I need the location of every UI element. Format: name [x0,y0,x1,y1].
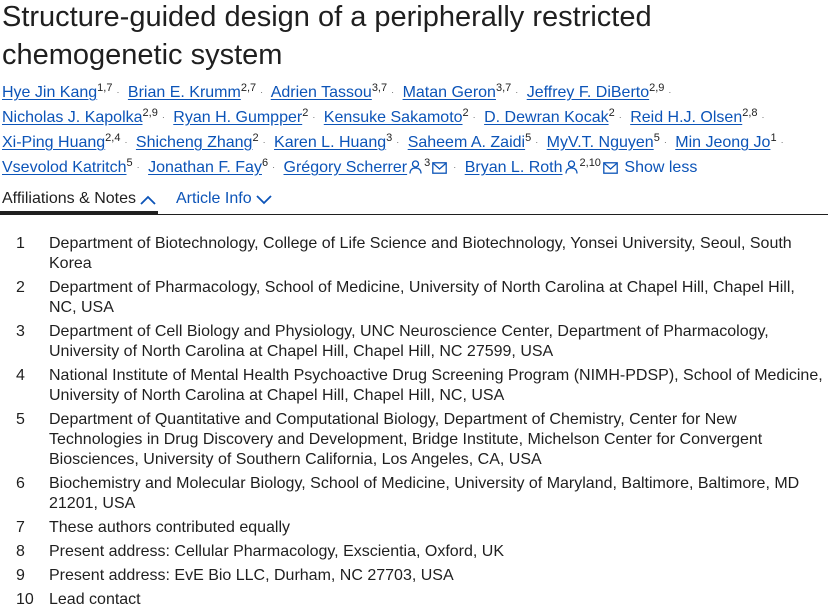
affiliation-number: 7 [16,519,25,536]
affiliation-item [0,542,828,562]
author-link[interactable]: Jonathan F. Fay [148,159,262,176]
tab-affiliations-notes[interactable] [2,188,156,210]
author-link[interactable]: Reid H.J. Olsen [630,109,743,126]
author-link[interactable]: Ryan H. Gumpper [173,109,303,126]
author-affiliation-refs: 2,9 [142,107,158,119]
person-icon [565,158,578,182]
separator: · [515,87,519,97]
author-affiliation-refs: 2,10 [579,157,601,169]
article-title: Structure-guided design of a peripherally restricted chemogenetic system [2,1,652,71]
chevron-down-icon [252,190,272,207]
author-link[interactable]: Brian E. Krumm [127,84,241,101]
author-affiliation-refs: 2,9 [649,82,665,94]
affiliation-item [0,590,828,610]
author-link[interactable]: Adrien Tassou [270,84,372,101]
affiliation-item [0,474,828,514]
separator: · [761,112,765,122]
separator: · [260,87,264,97]
author-affiliation-refs: 2 [302,107,309,119]
envelope-icon[interactable] [603,158,618,182]
affiliation-item [0,410,828,470]
separator: · [272,162,276,172]
author-link[interactable]: MyV.T. Nguyen [546,134,654,151]
person-icon [409,158,422,182]
author-affiliation-refs: 2 [608,107,615,119]
author-link[interactable]: Saheem A. Zaidi [407,134,526,151]
separator: · [396,137,400,147]
author-affiliation-refs: 3,7 [371,82,388,94]
author-link[interactable]: Karen L. Huang [274,134,387,151]
affiliation-text: Department of Quantitative and Computational Biology, Department of Chemistry, Center for New Technologies in Drug Discovery and Development, Bridge Institute, Michelson Center for Convergent Biosciences, University of Southern California, Los Angeles, CA, USA [49,411,763,468]
author-link[interactable]: Jeffrey F. DiBerto [526,84,650,101]
affiliation-number: 2 [16,279,25,296]
separator: · [780,137,784,147]
author-link[interactable]: Xi-Ping Huang [2,134,106,151]
affiliation-number: 8 [16,543,25,560]
author-link[interactable]: Vsevolod Katritch [2,159,127,176]
affiliation-text: Department of Biotechnology, College of Life Science and Biotechnology, Yonsei University, Seoul, South Korea [49,235,792,272]
author-affiliation-refs: 3,7 [495,82,512,94]
affiliations-list [0,234,828,614]
separator: · [136,162,140,172]
separator: · [663,137,667,147]
author-link[interactable]: Grégory Scherrer [283,159,408,176]
tab-label: Article Info [176,190,252,207]
separator: · [116,87,120,97]
author-affiliation-refs: 5 [653,132,660,144]
show-less-link[interactable]: Show less [624,159,698,176]
author-affiliation-refs: 2 [252,132,259,144]
affiliation-item [0,278,828,318]
author-affiliation-refs: 2 [462,107,469,119]
author-affiliation-refs: 3 [386,132,393,144]
author-link[interactable]: D. Dewran Kocak [484,109,609,126]
author-affiliation-refs: 6 [261,157,269,169]
affiliation-text: Department of Pharmacology, School of Medicine, University of North Carolina at Chapel Hill, Chapel Hill, NC, USA [49,279,795,316]
affiliation-item [0,566,828,586]
article-tabs [0,188,828,215]
author-list [2,80,826,182]
affiliation-item [0,234,828,274]
separator: · [535,137,539,147]
affiliation-number: 9 [16,567,25,584]
author-affiliation-refs: 1 [770,132,777,144]
author-affiliation-refs: 2,8 [742,107,758,119]
affiliation-number: 6 [16,475,25,492]
separator: · [161,112,165,122]
author-affiliation-refs: 1,7 [97,82,113,94]
author-affiliation-refs: 3 [424,157,431,169]
author-link[interactable]: Min Jeong Jo [675,134,771,151]
affiliation-text: Department of Cell Biology and Physiology, UNC Neuroscience Center, Department of Pharmacology, University of North Carolina at Chapel Hill, Chapel Hill, NC 27599, USA [49,323,769,360]
author-link[interactable]: Matan Geron [402,84,496,101]
separator: · [618,112,622,122]
separator: · [391,87,395,97]
affiliation-item [0,518,828,538]
affiliation-text: Present address: EvE Bio LLC, Durham, NC 27703, USA [49,567,454,584]
separator: · [668,87,672,97]
tab-article-info[interactable] [176,188,272,210]
affiliation-text: Lead contact [49,591,141,608]
affiliation-number: 4 [16,367,25,384]
author-affiliation-refs: 5 [126,157,133,169]
separator: · [312,112,316,122]
separator: · [453,162,457,172]
envelope-icon[interactable] [432,158,447,182]
tab-label: Affiliations & Notes [2,190,136,207]
affiliation-text: Present address: Cellular Pharmacology, Exscientia, Oxford, UK [49,543,505,560]
author-affiliation-refs: 5 [525,132,532,144]
author-link[interactable]: Kensuke Sakamoto [323,109,463,126]
affiliation-item [0,322,828,362]
author-link[interactable]: Hye Jin Kang [2,84,98,101]
affiliation-text: Biochemistry and Molecular Biology, School of Medicine, University of Maryland, Baltimore, Baltimore, MD 21201, USA [49,475,800,512]
author-affiliation-refs: 2,4 [105,132,121,144]
affiliation-number: 3 [16,323,25,340]
affiliation-text: National Institute of Mental Health Psychoactive Drug Screening Program (NIMH-PDSP), School of Medicine, University of North Carolina at Chapel Hill, Chapel Hill, NC, USA [49,367,823,404]
affiliation-number: 1 [16,235,25,252]
affiliation-text: These authors contributed equally [49,519,291,536]
chevron-up-icon [136,190,156,207]
affiliation-number: 10 [16,591,34,608]
author-link[interactable]: Nicholas J. Kapolka [2,109,143,126]
author-affiliation-refs: 2,7 [240,82,257,94]
separator: · [472,112,476,122]
affiliation-item [0,366,828,406]
separator: · [262,137,266,147]
author-link[interactable]: Bryan L. Roth [464,159,563,176]
author-link[interactable]: Shicheng Zhang [135,134,253,151]
separator: · [124,137,128,147]
affiliation-number: 5 [16,411,25,428]
